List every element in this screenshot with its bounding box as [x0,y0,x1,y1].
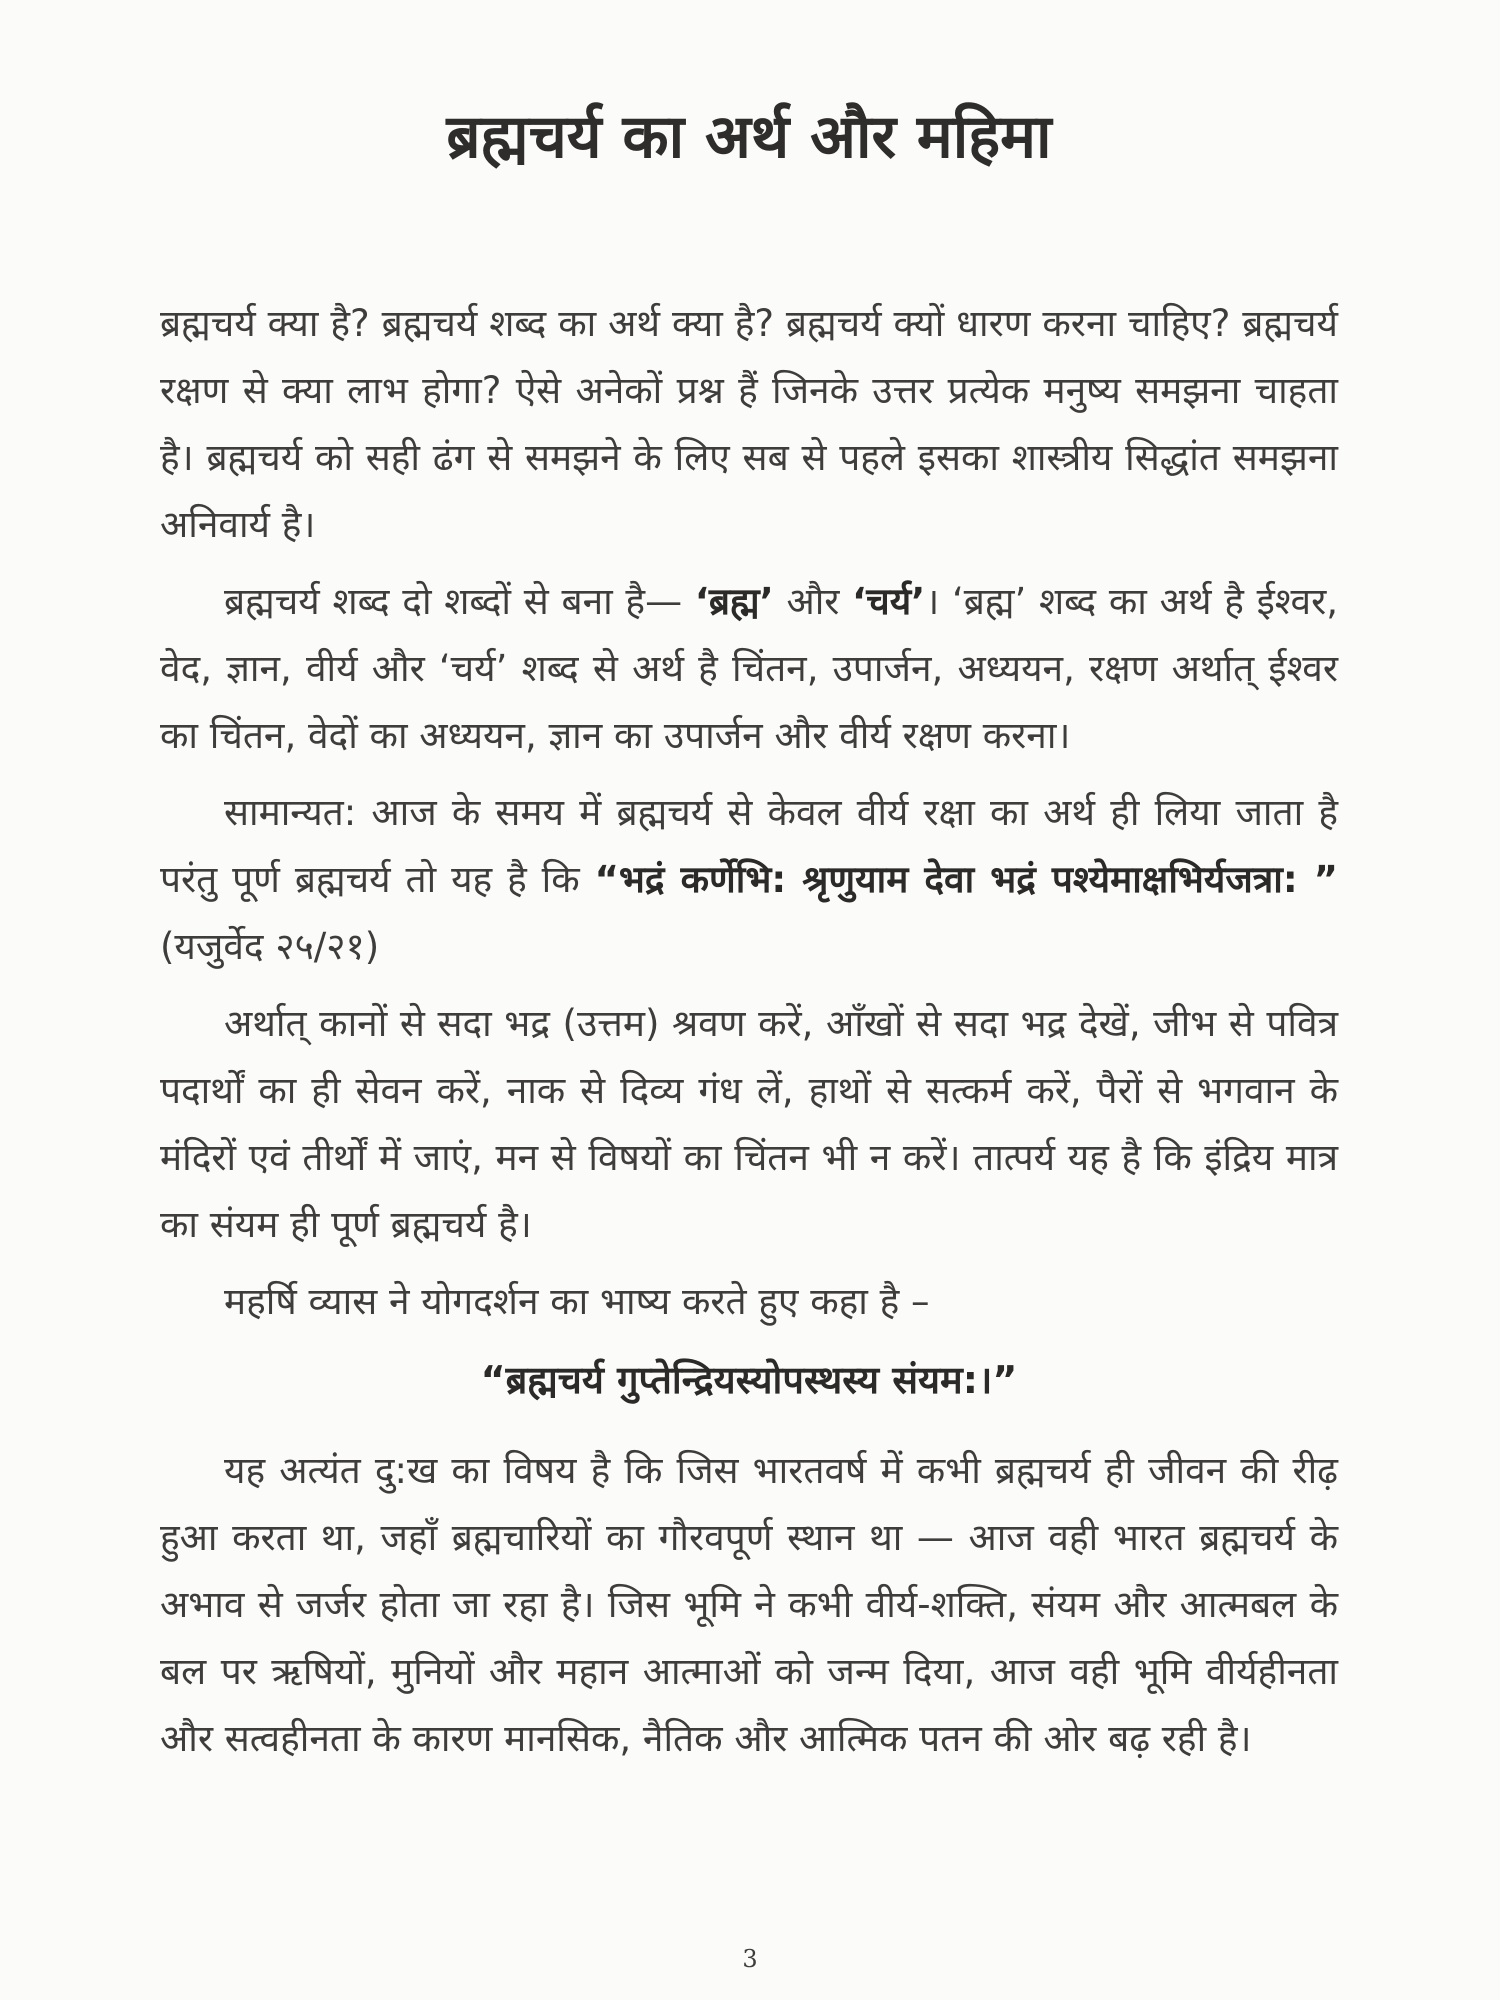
paragraph-intro: ब्रह्मचर्य क्या है? ब्रह्मचर्य शब्द का अर्थ क्या है? ब्रह्मचर्य क्यों धारण करना चाहिए? ब्रह्मचर्य रक्षण से क्या लाभ होगा? ऐसे अनेकों प्रश्न हैं जिनके उत्तर प्रत्येक मनुष्य समझना चाहता है। ब्रह्मचर्य को सही ढंग से समझने के लिए सब से पहले इसका शास्त्रीय सिद्धांत समझना अनिवार्य है। [160,302,1338,546]
term-brahma: ‘ब्रह्म’ [694,580,774,623]
term-charya: ‘चर्य’ [852,580,926,623]
paragraph-word-meaning-part1: ब्रह्मचर्य शब्द दो शब्दों से बना है— [224,580,695,623]
page-title: ब्रह्मचर्य का अर्थ और महिमा [446,102,1052,172]
paragraph-complete-brahmacharya-text: सामान्यत: आज के समय में ब्रह्मचर्य से केवल वीर्य रक्षा का अर्थ ही लिया जाता है परंतु पूर्ण ब्रह्मचर्य तो यह है कि [160,791,1338,901]
paragraph-word-meaning [160,568,1338,769]
paragraph-vyasa: महर्षि व्यास ने योगदर्शन का भाष्य करते हुए कहा है – [224,1280,930,1323]
body-text [160,290,1338,1772]
paragraph-word-meaning-part3: । ‘ब्रह्म’ शब्द का अर्थ है ईश्वर, वेद, ज्ञान, वीर्य और ‘चर्य’ शब्द से अर्थ है चिंतन, उपार्जन, अध्ययन, रक्षण अर्थात् ईश्वर का चिंतन, वेदों का अध्ययन, ज्ञान का उपार्जन और वीर्य रक्षण करना। [160,580,1338,757]
paragraph-meaning: अर्थात् कानों से सदा भद्र (उत्तम) श्रवण करें, आँखों से सदा भद्र देखें, जीभ से पवित्र पदार्थों का ही सेवन करें, नाक से दिव्य गंध लें, हाथों से सत्कर्म करें, पैरों से भगवान के मंदिरों एवं तीर्थों में जाएं, मन से विषयों का चिंतन भी न करें। तात्पर्य यह है कि इंद्रिय मात्र का संयम ही पूर्ण ब्रह्मचर्य है। [160,1002,1338,1246]
paragraph-word-meaning-part2: और [773,580,853,623]
paragraph-decline: यह अत्यंत दु:ख का विषय है कि जिस भारतवर्ष में कभी ब्रह्मचर्य ही जीवन की रीढ़ हुआ करता था, जहाँ ब्रह्मचारियों का गौरवपूर्ण स्थान था — आज वही भारत ब्रह्मचर्य के अभाव से जर्जर होता जा रहा है। जिस भूमि ने कभी वीर्य-शक्ति, संयम और आत्मबल के बल पर ऋषियों, मुनियों और महान आत्माओं को जन्म दिया, आज वही भूमि वीर्यहीनता और सत्वहीनता के कारण मानसिक, नैतिक और आत्मिक पतन की ओर बढ़ रही है। [160,1449,1338,1760]
yajurveda-quote: “भद्रं कर्णेभि: श्रृणुयाम देवा भद्रं पश्येमाक्षभिर्यजत्रा: ” [594,858,1339,901]
page-number: 3 [742,1945,758,1973]
yajurveda-citation: (यजुर्वेद २५/२१) [160,925,380,968]
yoga-darshan-quote: “ब्रह्मचर्य गुप्तेन्द्रियस्योपस्थस्य संयम:।” [480,1358,1018,1402]
paragraph-complete-brahmacharya [160,779,1338,980]
